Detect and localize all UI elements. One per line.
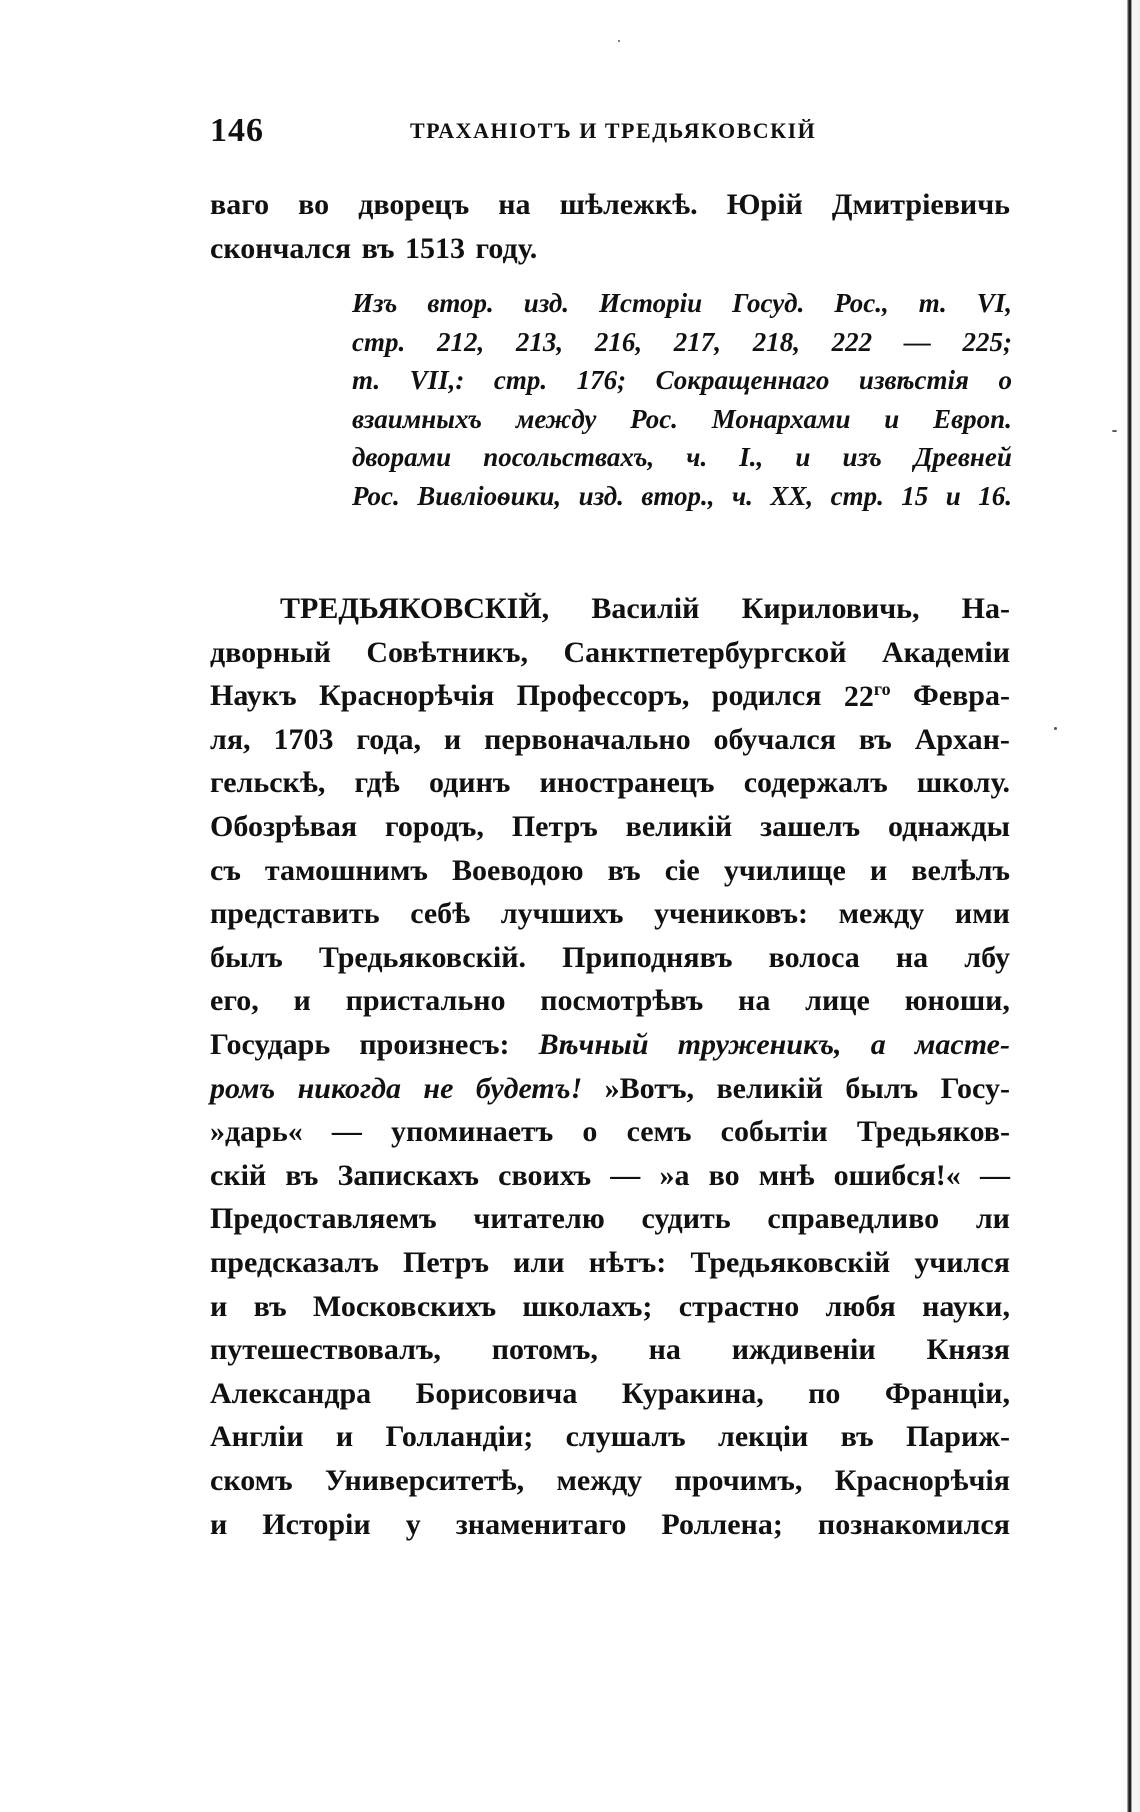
scan-edge-line	[1127, 0, 1132, 1812]
article-line: ромъ никогда не будетъ! »Вотъ, великій былъ Госу-	[210, 1071, 1010, 1105]
article-line: и Исторіи у знаменитаго Роллена; познакомился	[210, 1507, 1010, 1541]
article-line: предсказалъ Петръ или нѣтъ: Тредьяковскій учился	[210, 1246, 1010, 1279]
source-line: взаимныхъ между Рос. Монархами и Европ.	[352, 403, 1012, 434]
article-line: и въ Московскихъ школахъ; страстно любя науки,	[210, 1289, 1010, 1323]
source-line: дворами посольствахъ, ч. I., и изъ Древней	[352, 442, 1012, 472]
article-line: дворный Совѣтникъ, Санктпетербургской Академіи	[210, 635, 1010, 669]
scan-speck	[1054, 727, 1057, 730]
page-number: 146	[210, 112, 264, 149]
running-head	[210, 112, 1010, 152]
article-line: ля, 1703 года, и первоначально обучался въ Архан-	[210, 722, 1010, 756]
article-line: представить себѣ лучшихъ учениковъ: между ими	[210, 897, 1010, 931]
article-line: скомъ Университетѣ, между прочимъ, Краснорѣчія	[210, 1464, 1010, 1497]
article-line: »дарь« — упоминаетъ о семъ событіи Тредьяков-	[210, 1115, 1010, 1149]
article-line: Наукъ Краснорѣчія Профессоръ, родился $22^{го}$ Февра-	[210, 679, 1010, 714]
source-line: Изъ втор. изд. Исторіи Госуд. Рос., т. VI,	[352, 288, 1012, 318]
scan-speck	[1112, 430, 1117, 432]
running-title: ТРАХАНІОТЪ И ТРЕДЬЯКОВСКІЙ	[410, 118, 817, 143]
article-line: гельскѣ, гдѣ одинъ иностранецъ содержалъ школу.	[210, 766, 1010, 800]
article-line: Александра Борисовича Куракина, по Франціи,	[210, 1376, 1010, 1410]
article-line: съ тамошнимъ Воеводою въ сіе училище и велѣлъ	[210, 853, 1010, 887]
source-line: т. VII,: стр. 176; Сокращеннаго извѣстія о	[352, 365, 1012, 395]
source-line: стр. 212, 213, 216, 217, 218, 222 — 225;	[352, 326, 1012, 357]
article-line: Государь произнесъ: Вѣчный труженикъ, а масте-	[210, 1028, 1010, 1061]
continuation-line: скончался въ 1513 году.	[210, 232, 538, 265]
article-line: его, и пристально посмотрѣвъ на лице юноши,	[210, 984, 1010, 1018]
article-line: былъ Тредьяковскій. Приподнявъ волоса на лбу	[210, 940, 1010, 974]
article-line: Англіи и Голландіи; слушалъ лекціи въ Париж-	[210, 1420, 1010, 1454]
article-line: Обозрѣвая городъ, Петръ великій зашелъ однажды	[210, 810, 1010, 843]
article-line: ТРЕДЬЯКОВСКІЙ, Василій Кириловичь, На-	[280, 592, 1010, 625]
continuation-line: ваго во дворецъ на шѣлежкѣ. Юрій Дмитріевичь	[210, 188, 1010, 221]
scan-speck	[618, 40, 620, 42]
article-line: Предоставляемъ читателю судить справедливо ли	[210, 1202, 1010, 1236]
article-line: путешествовалъ, потомъ, на иждивеніи Князя	[210, 1333, 1010, 1367]
article-line: скій въ Запискахъ своихъ — »а во мнѣ ошибся!« —	[210, 1158, 1010, 1192]
source-line: Рос. Вивліоѳики, изд. втор., ч. XX, стр. 15 и 16.	[352, 480, 1012, 511]
